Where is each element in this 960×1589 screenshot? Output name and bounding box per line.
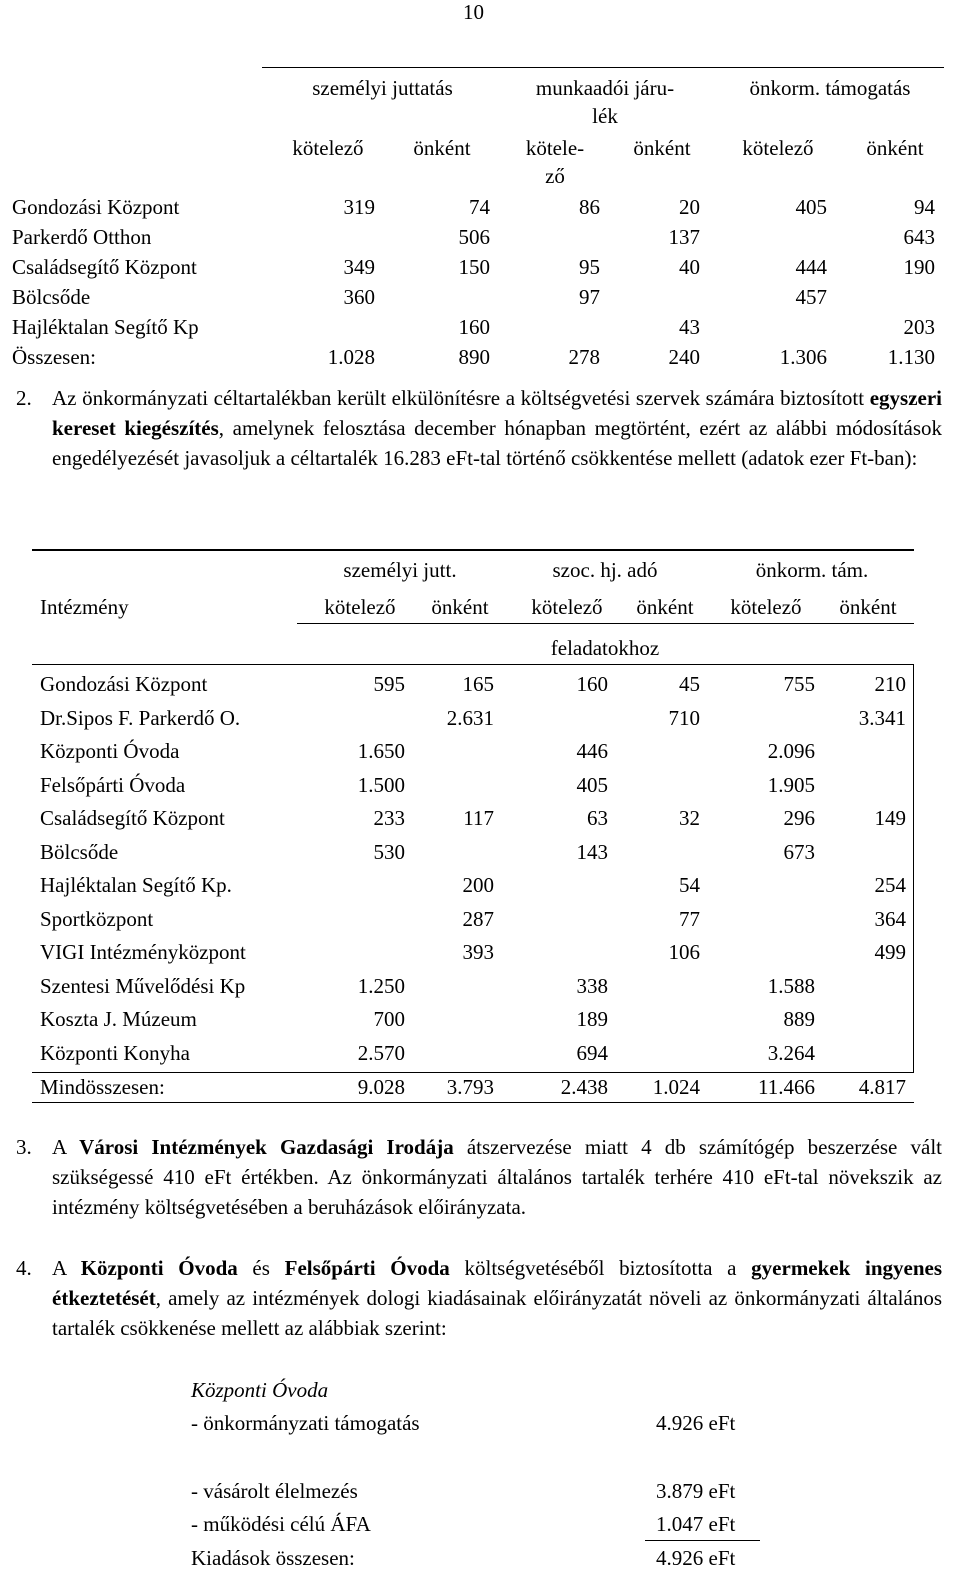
t2-sub-kotelezo-2: kötelező (531, 595, 603, 619)
table2-total-rule (32, 1072, 914, 1073)
table2-cell: 63 (587, 806, 608, 830)
t1-sub-kotelezo-2: kötele- (525, 136, 585, 160)
table2-total-cell: 2.438 (560, 1075, 608, 1099)
t1-sub-onkent-3: önként (866, 136, 924, 160)
table2-total-cell: 3.793 (446, 1075, 494, 1099)
table2-header-bottom-rule (32, 664, 914, 665)
table2-total-cell: 9.028 (357, 1075, 405, 1099)
t1-sub-kotelezo-1: kötelező (292, 136, 364, 160)
table1-cell: 643 (903, 225, 935, 249)
table2-cell: 710 (668, 705, 700, 730)
table2-cell: 200 (462, 873, 494, 897)
table2-row-label: Családsegítő Központ (40, 806, 225, 830)
t2-group-onkorm: önkorm. tám. (755, 558, 869, 582)
table2-cell: 694 (576, 1040, 608, 1065)
table1-cell: 203 (903, 315, 935, 339)
t2-feladatokhoz: feladatokhoz (550, 636, 660, 660)
para4-text-b: és (237, 1256, 285, 1280)
para2-text-b: , amelynek felosztása december hónapban megtörtént, ezért az alábbi módosítások engedélyezését javasoljuk a céltartalék 16.283 eFt-tal történő csökkentése mellett (adatok ezer Ft-ban): (52, 416, 943, 470)
table2-cell: 1.588 (767, 973, 815, 998)
table2-cell: 1.500 (357, 772, 405, 797)
table2-row-label: Szentesi Művelődési Kp (40, 973, 246, 998)
table2-row-label: Sportközpont (40, 906, 154, 931)
paragraph-4 (16, 1253, 942, 1343)
table2-cell: 45 (679, 672, 700, 696)
table2-cell: 405 (576, 772, 608, 797)
t2-sub-onkent-2: önként (636, 595, 694, 619)
table1-cell: 457 (795, 285, 827, 309)
table1-row-label: Gondozási Központ (12, 195, 180, 219)
table2-row-label: Felsőpárti Óvoda (40, 772, 186, 797)
table2-cell: 530 (373, 839, 405, 864)
kozponti-line1-value: 4.926 eFt (656, 1411, 736, 1435)
t2-group-szoc: szoc. hj. adó (552, 558, 658, 582)
table1-cell: 360 (343, 285, 375, 309)
kozponti-line3-label: - működési célú ÁFA (191, 1512, 371, 1536)
t1-sub-onkent-2: önként (633, 136, 691, 160)
table2-row-label: Központi Konyha (40, 1040, 190, 1065)
kozponti-line3-value: 1.047 eFt (656, 1512, 736, 1536)
table1-cell: 40 (679, 255, 700, 279)
t1-sub-kotelezo-3: kötelező (742, 136, 814, 160)
kozponti-sum-rule (645, 1540, 760, 1541)
table2-row-label: VIGI Intézményközpont (40, 940, 246, 964)
table2-cell: 117 (463, 806, 494, 830)
para4-text-a: A (52, 1256, 81, 1280)
table1-cell: 1.130 (887, 345, 935, 369)
table2-cell: 1.905 (767, 772, 815, 797)
table2-cell: 32 (679, 806, 700, 830)
table2-cell: 446 (576, 739, 608, 763)
table2-cell: 160 (576, 672, 608, 696)
table1-cell: 278 (568, 345, 600, 369)
table2-cell: 755 (783, 672, 815, 696)
table2-row-label: Központi Óvoda (40, 739, 180, 763)
t2-sub-onkent-1: önként (431, 595, 489, 619)
table2-cell: 499 (874, 940, 906, 964)
table2-cell: 1.650 (357, 739, 405, 763)
t1-sub-kotelezo-2-cont: ző (545, 164, 565, 188)
table2-cell: 393 (462, 940, 494, 964)
table1-row-label: Összesen: (12, 345, 96, 369)
table1-cell: 94 (914, 195, 935, 219)
para2-number: 2. (16, 386, 32, 410)
table2-cell: 2.096 (767, 739, 815, 763)
table1-row-label: Bölcsőde (12, 285, 91, 309)
table2-cell: 233 (373, 806, 405, 830)
table2-cell: 364 (874, 906, 906, 931)
para2-bold: egyszeri kereset kiegészítés (52, 386, 942, 440)
table2-total-cell: 4.817 (858, 1075, 906, 1099)
table2-cell: 673 (783, 839, 815, 864)
table2-cell: 2.570 (357, 1040, 405, 1065)
para4-bold-1: Központi Óvoda (80, 1256, 238, 1280)
para3-bold: Városi Intézmények Gazdasági Irodája (79, 1135, 454, 1159)
table1-cell: 20 (679, 195, 700, 219)
table2-row-label: Koszta J. Múzeum (40, 1007, 197, 1031)
table1-cell: 319 (343, 195, 375, 219)
table2-sub-rule (297, 623, 914, 624)
para4-bold-3: gyermekek ingyenes étkeztetését (52, 1256, 942, 1310)
t1-sub-onkent-1: önként (413, 136, 471, 160)
table2-cell: 54 (679, 873, 700, 897)
para3-text-a: A (52, 1135, 80, 1159)
table1-cell: 150 (458, 255, 490, 279)
table1-cell: 890 (458, 345, 490, 369)
table1-cell: 349 (343, 255, 375, 279)
para4-text-c: költségvetéséből biztosította a (449, 1256, 752, 1280)
table1-cell: 506 (458, 225, 490, 249)
t2-sub-onkent-3: önként (839, 595, 897, 619)
table2-row-label: Bölcsőde (40, 839, 119, 864)
kozponti-line2-value: 3.879 eFt (656, 1479, 736, 1503)
table1-cell: 86 (579, 195, 600, 219)
table2-cell: 3.341 (858, 705, 906, 730)
table1-cell: 1.306 (779, 345, 827, 369)
t2-total-label: Mindösszesen: (40, 1075, 165, 1099)
paragraph-2 (16, 383, 943, 473)
table1-cell: 97 (579, 285, 600, 309)
table1-cell: 1.028 (327, 345, 375, 369)
t2-group-szemelyi: személyi jutt. (343, 558, 457, 582)
table2-cell: 287 (462, 906, 494, 931)
kozponti-line4-label: Kiadások összesen: (191, 1546, 355, 1570)
table1-cell: 405 (795, 195, 827, 219)
table2-cell: 595 (373, 672, 405, 696)
table1-cell: 95 (579, 255, 600, 279)
table1-cell: 160 (458, 315, 490, 339)
table2-total-cell: 1.024 (652, 1075, 700, 1099)
table1-cell: 137 (668, 225, 700, 249)
t2-sub-kotelezo-3: kötelező (730, 595, 802, 619)
t1-group-munkaadoi-cont: lék (592, 104, 618, 128)
t1-group-szemelyi: személyi juttatás (312, 76, 453, 100)
table1-row-label: Hajléktalan Segítő Kp (12, 315, 199, 339)
kozponti-line4-value: 4.926 eFt (656, 1546, 736, 1570)
table2-cell: 106 (668, 940, 700, 964)
t2-sub-kotelezo-1: kötelező (324, 595, 396, 619)
table1-top-rule (262, 67, 944, 68)
table2-cell: 1.250 (357, 973, 405, 998)
page-number: 10 (463, 0, 484, 24)
table2-row-label: Hajléktalan Segítő Kp. (40, 873, 232, 897)
para3-text-b: átszervezése miatt 4 db számítógép beszerzése vált szükségessé 410 eFt értékben. Az önkormányzati általános tartalék terhére 410 eFt-tal növekszik az intézmény költségvetésében a beruházások előirányzata. (52, 1135, 942, 1219)
table1-cell: 74 (469, 195, 490, 219)
kozponti-line2-label: - vásárolt élelmezés (191, 1479, 358, 1503)
para2-text-a: Az önkormányzati céltartalékban került elkülönítésre a költségvetési szervek számára biztosított (52, 386, 870, 410)
table2-cell: 3.264 (767, 1040, 815, 1065)
paragraph-3 (16, 1132, 942, 1222)
table1-row-label: Családsegítő Központ (12, 255, 197, 279)
table2-cell: 296 (783, 806, 815, 830)
table2-row-label: Dr.Sipos F. Parkerdő O. (40, 705, 241, 730)
table1-cell: 190 (903, 255, 935, 279)
table2-top-rule (32, 549, 914, 551)
table1-row-label: Parkerdő Otthon (12, 225, 152, 249)
para4-bold-2: Felsőpárti Óvoda (284, 1256, 450, 1280)
table2-total-cell: 11.466 (758, 1075, 815, 1099)
para4-number: 4. (16, 1256, 32, 1280)
table2-cell: 254 (874, 873, 906, 897)
t2-intezmeny-header: Intézmény (40, 595, 129, 619)
table2-cell: 77 (679, 906, 700, 931)
table2-cell: 889 (783, 1007, 815, 1031)
kozponti-title: Központi Óvoda (191, 1378, 329, 1402)
table2-bottom-rule (32, 1102, 914, 1103)
table1-cell: 43 (679, 315, 700, 339)
table2-right-border (913, 664, 914, 1072)
table2-cell: 143 (576, 839, 608, 864)
table2-cell: 700 (373, 1007, 405, 1031)
t1-group-munkaadoi: munkaadói járu- (535, 76, 675, 100)
table2-cell: 210 (874, 672, 906, 696)
table2-cell: 2.631 (446, 705, 494, 730)
table2-cell: 189 (576, 1007, 608, 1031)
table1-cell: 240 (668, 345, 700, 369)
kozponti-line1-label: - önkormányzati támogatás (191, 1411, 420, 1435)
t1-group-onkorm: önkorm. támogatás (749, 76, 911, 100)
table1-cell: 444 (795, 255, 827, 279)
para4-text-d: , amely az intézmények dologi kiadásainak előirányzatát növeli az önkormányzati általános tartalék csökkenése mellett az alábbiak szerint: (52, 1286, 942, 1340)
table2-row-label: Gondozási Központ (40, 672, 208, 696)
para3-number: 3. (16, 1135, 32, 1159)
table2-cell: 149 (874, 806, 906, 830)
table2-cell: 165 (462, 672, 494, 696)
table2-cell: 338 (576, 973, 608, 998)
